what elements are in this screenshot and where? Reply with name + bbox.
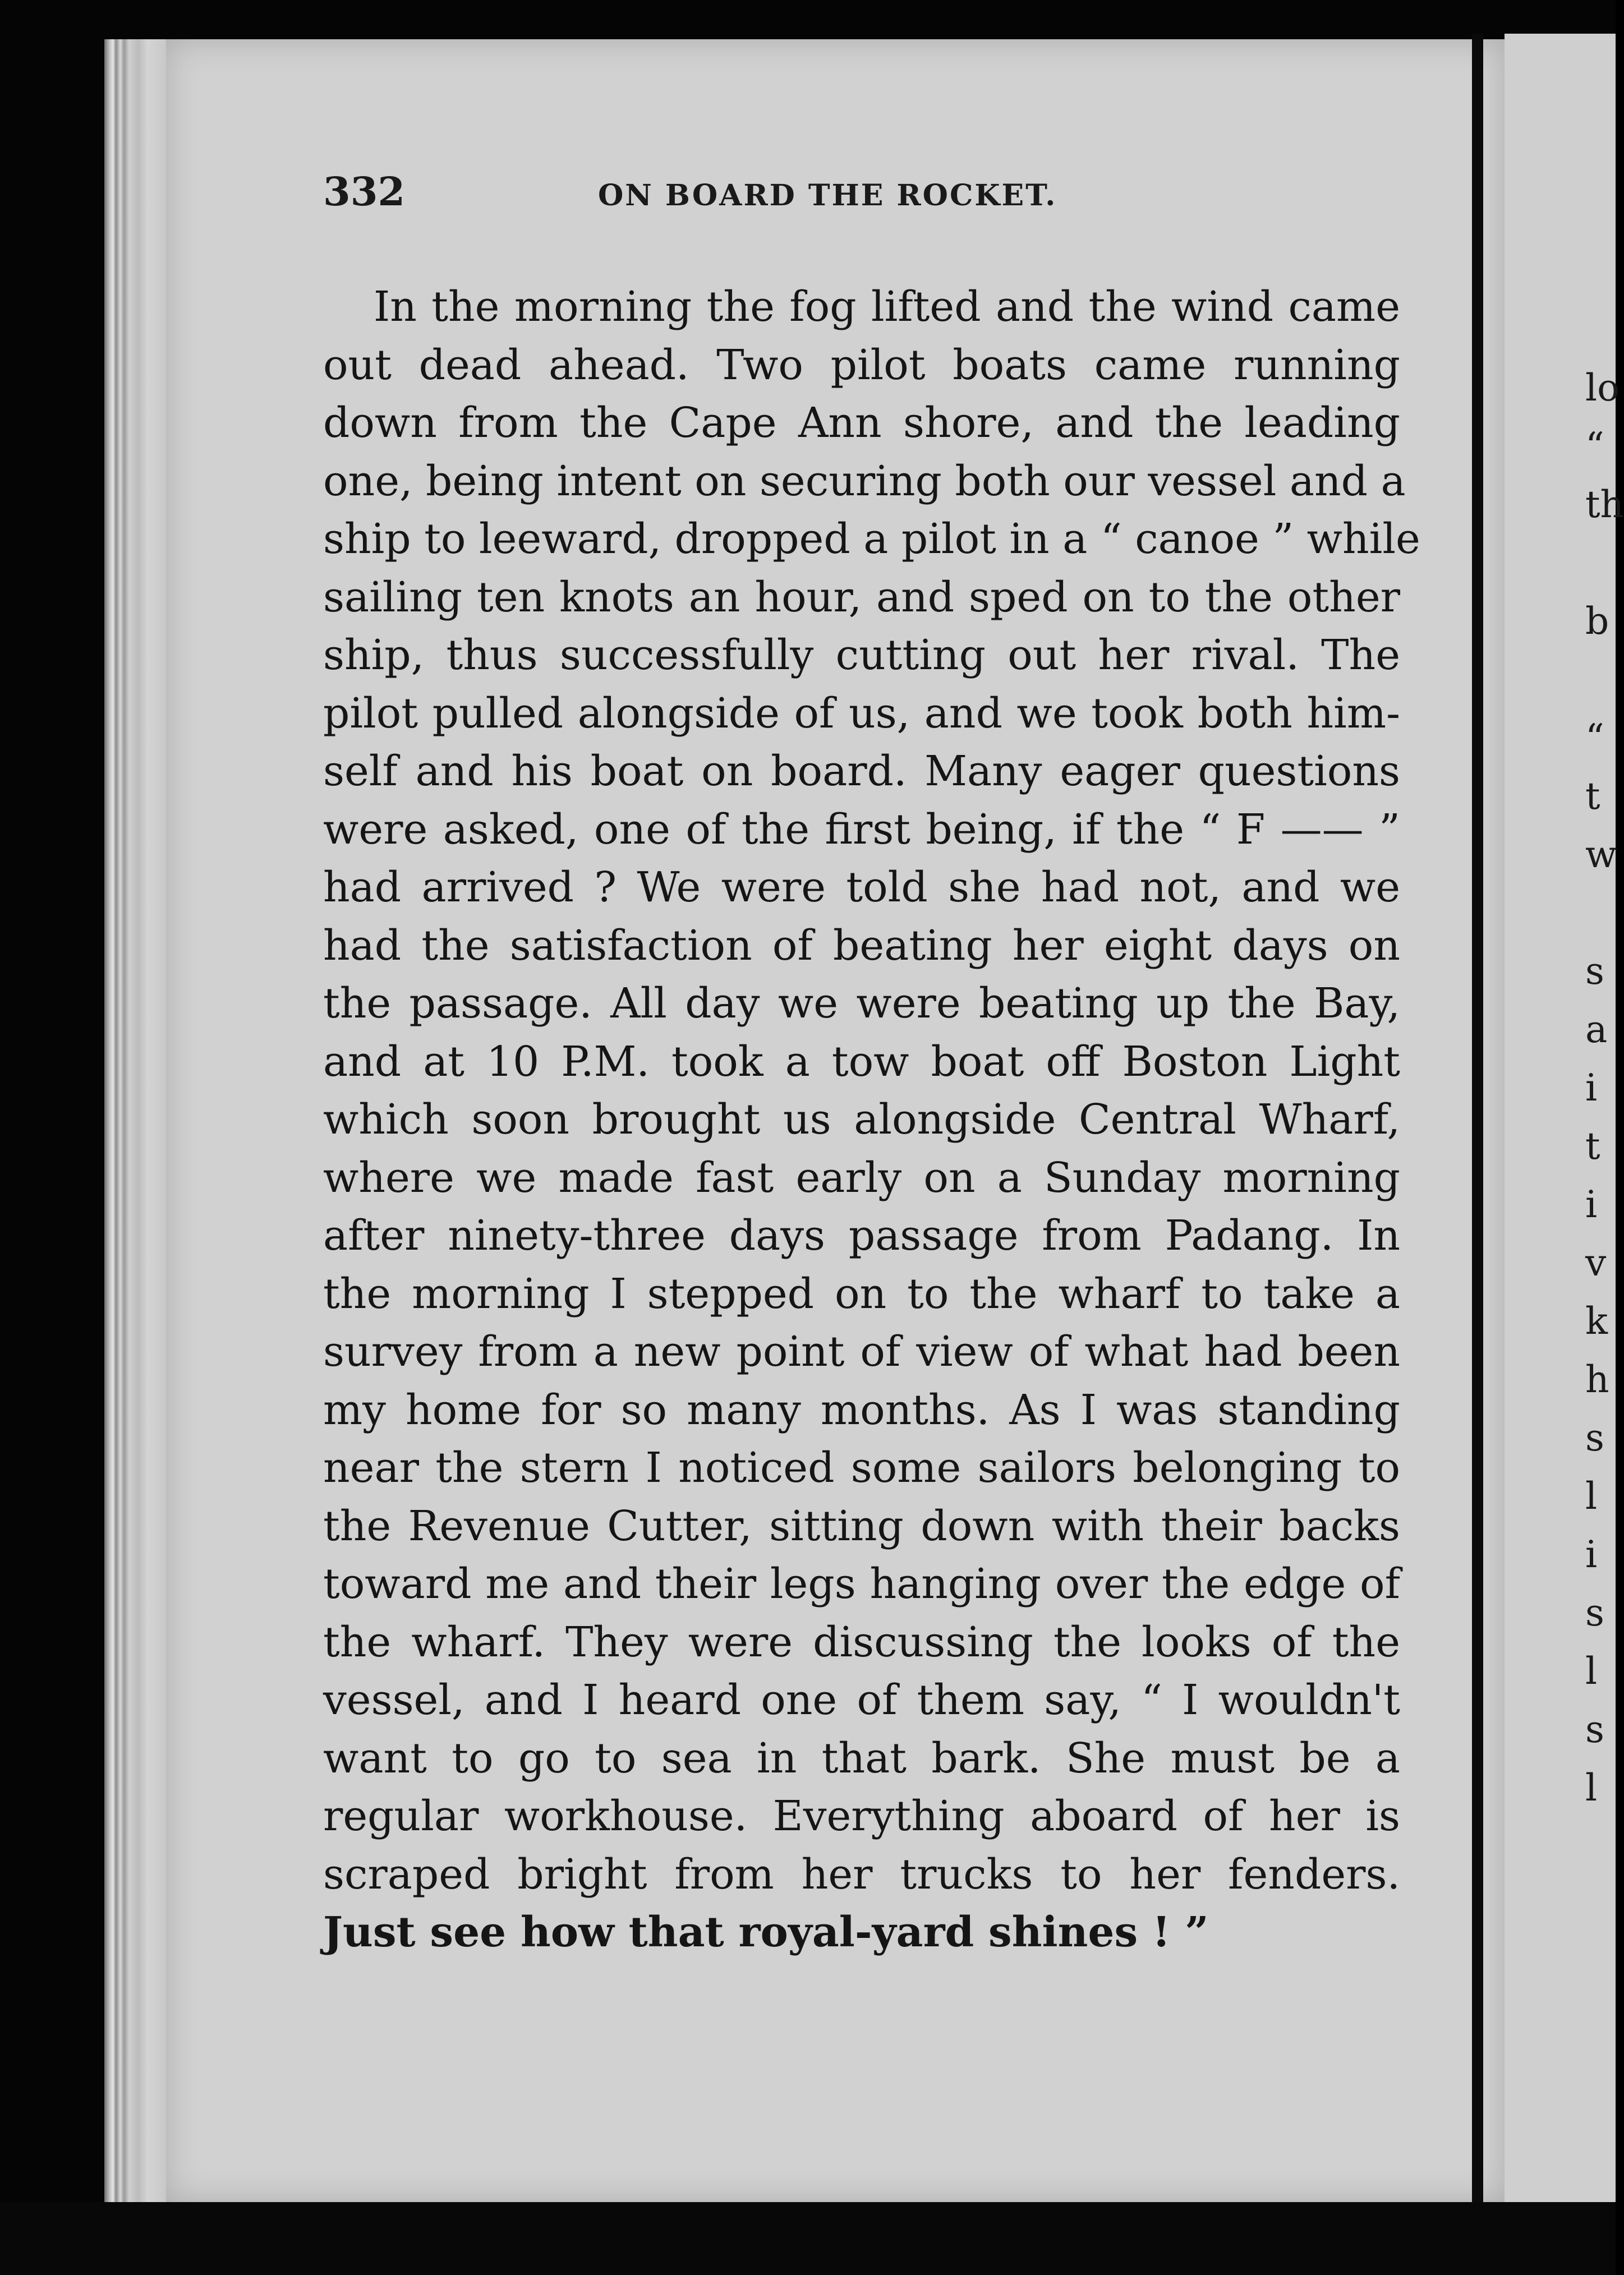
facing-fragment: l bbox=[1585, 1650, 1598, 1693]
facing-page-text bbox=[1585, 359, 1624, 1817]
facing-fragment: i bbox=[1585, 1066, 1598, 1109]
text-line: one, being intent on securing both our vessel and a bbox=[323, 457, 1406, 505]
facing-fragment: a bbox=[1585, 1008, 1608, 1051]
text-line: the wharf. They were discussing the looks of the bbox=[323, 1618, 1400, 1666]
text-line: the passage. All day we were beating up the Bay, bbox=[323, 979, 1400, 1028]
text-line: want to go to sea in that bark. She must be a bbox=[323, 1734, 1400, 1783]
facing-fragment: v bbox=[1585, 1241, 1607, 1284]
facing-fragment bbox=[1585, 884, 1624, 942]
body-text bbox=[323, 278, 1420, 1962]
facing-fragment: h bbox=[1585, 1358, 1609, 1401]
text-line: down from the Cape Ann shore, and the leading bbox=[323, 399, 1400, 447]
facing-fragment: b bbox=[1585, 600, 1609, 643]
page-number: 332 bbox=[323, 168, 406, 215]
text-line: near the stern I noticed some sailors belonging to bbox=[323, 1444, 1400, 1492]
text-line: regular workhouse. Everything aboard of her is bbox=[323, 1792, 1400, 1840]
facing-fragment: i bbox=[1585, 1533, 1598, 1576]
text-line: were asked, one of the first being, if the “ F —— ” bbox=[323, 805, 1400, 854]
facing-fragment bbox=[1585, 534, 1624, 592]
text-line: toward me and their legs hanging over the edge of bbox=[323, 1560, 1400, 1608]
facing-fragment: “ bbox=[1585, 425, 1604, 468]
text-line: after ninety-three days passage from Padang. In bbox=[323, 1212, 1400, 1260]
text-line: vessel, and I heard one of them say, “ I wouldn't bbox=[323, 1676, 1400, 1724]
facing-fragment: l bbox=[1585, 1766, 1598, 1809]
page-header bbox=[323, 164, 1389, 231]
facing-fragment: t bbox=[1585, 775, 1600, 818]
text-line: which soon brought us alongside Central Wharf, bbox=[323, 1095, 1400, 1144]
facing-fragment: th bbox=[1585, 483, 1624, 526]
facing-fragment: lo bbox=[1585, 366, 1620, 409]
text-line: had arrived ? We were told she had not, and we bbox=[323, 863, 1400, 911]
text-line: Just see how that royal-yard shines ! ” bbox=[323, 1908, 1209, 1956]
facing-fragment: s bbox=[1585, 1416, 1604, 1459]
text-line: out dead ahead. Two pilot boats came running bbox=[323, 340, 1400, 389]
text-line: my home for so many months. As I was standing bbox=[323, 1385, 1400, 1434]
facing-fragment: k bbox=[1585, 1300, 1608, 1343]
facing-fragment: i bbox=[1585, 1183, 1598, 1226]
facing-fragment: s bbox=[1585, 1708, 1604, 1751]
running-title: ON BOARD THE ROCKET. bbox=[598, 178, 1057, 213]
facing-fragment: s bbox=[1585, 1591, 1604, 1634]
text-line: had the satisfaction of beating her eight days on bbox=[323, 921, 1400, 970]
facing-fragment: l bbox=[1585, 1475, 1598, 1518]
text-line: sailing ten knots an hour, and sped on to the other bbox=[323, 573, 1400, 621]
facing-fragment: “ bbox=[1585, 716, 1604, 759]
text-line: scraped bright from her trucks to her fenders. bbox=[323, 1850, 1400, 1899]
text-line: self and his boat on board. Many eager questions bbox=[323, 747, 1400, 795]
text-line: pilot pulled alongside of us, and we took both him- bbox=[323, 689, 1400, 738]
page-edge bbox=[104, 39, 166, 2202]
facing-fragment: w bbox=[1585, 833, 1617, 876]
facing-fragment bbox=[1585, 651, 1624, 709]
text-line: survey from a new point of view of what had been bbox=[323, 1328, 1400, 1376]
facing-fragment: s bbox=[1585, 950, 1604, 993]
scan-bottom-band bbox=[0, 2202, 1616, 2275]
text-line: and at 10 P.M. took a tow boat off Boston Light bbox=[323, 1037, 1400, 1086]
text-line: ship, thus successfully cutting out her rival. The bbox=[323, 631, 1400, 679]
text-line: In the morning the fog lifted and the wind came bbox=[374, 283, 1400, 331]
facing-fragment: t bbox=[1585, 1125, 1600, 1168]
text-line: the Revenue Cutter, sitting down with their backs bbox=[323, 1502, 1400, 1550]
text-line: the morning I stepped on to the wharf to take a bbox=[323, 1269, 1400, 1318]
text-line: ship to leeward, dropped a pilot in a “ canoe ” while bbox=[323, 515, 1420, 563]
text-line: where we made fast early on a Sunday morning bbox=[323, 1153, 1400, 1202]
gutter-shadow bbox=[1472, 34, 1483, 2210]
